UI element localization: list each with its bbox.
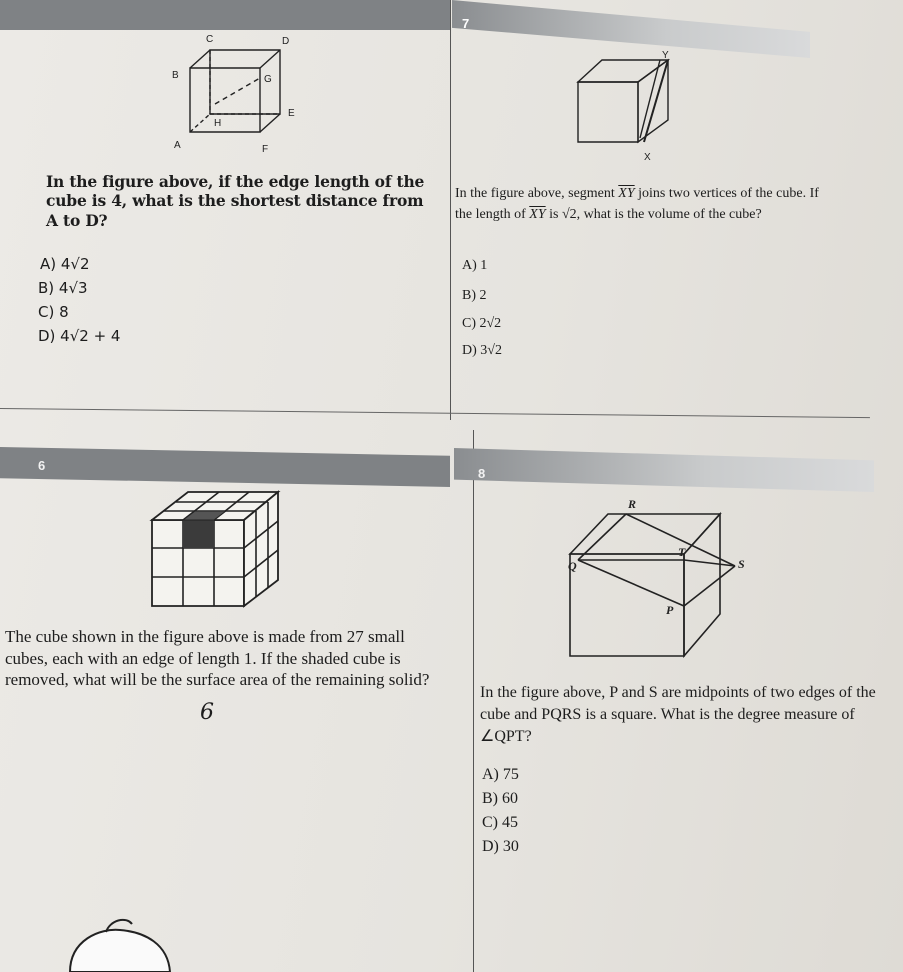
q7-cube-figure bbox=[570, 48, 690, 168]
q8-label-t: T bbox=[678, 545, 686, 559]
column-divider-top bbox=[450, 0, 451, 420]
q5-label-e: E bbox=[288, 108, 295, 119]
q6-handwritten-answer: 6 bbox=[200, 700, 214, 725]
q5-choice-c[interactable]: C) 8 bbox=[38, 303, 69, 321]
q5-question-text: In the figure above, if the edge length of the cube is 4, what is the shortest distance from A to D? bbox=[46, 172, 425, 230]
q8-number: 8 bbox=[478, 466, 486, 481]
q5-label-b: B bbox=[172, 70, 179, 81]
q7-text-part-2: joins two vertices of the cube. If the length of bbox=[455, 186, 819, 222]
q7-label-x: X bbox=[644, 152, 651, 163]
q7-choice-d[interactable]: D) 3√2 bbox=[462, 343, 502, 358]
q5-label-g: G bbox=[264, 74, 272, 85]
q7-segment-label-2: $\overline{XY}$ bbox=[529, 207, 546, 222]
q7-text-part-3: is √2, what is the volume of the cube? bbox=[545, 207, 762, 222]
q8-question-text: In the figure above, P and S are midpoints of two edges of the cube and PQRS is a square. What is the degree measure of ∠QPT? bbox=[480, 684, 876, 746]
q7-text-part-1: In the figure above, segment bbox=[455, 186, 619, 201]
q5-label-f: F bbox=[262, 144, 269, 155]
q5-label-c: C bbox=[206, 34, 214, 45]
q8-choice-c[interactable]: C) 45 bbox=[482, 814, 518, 831]
q8-choice-d[interactable]: D) 30 bbox=[482, 838, 519, 855]
q6-number: 6 bbox=[38, 458, 46, 473]
q5-cube-figure bbox=[160, 28, 310, 158]
q5-label-d: D bbox=[282, 36, 290, 47]
q5-choice-d[interactable]: D) 4√2 + 4 bbox=[38, 327, 121, 345]
q7-label-y: Y bbox=[662, 50, 669, 61]
row-divider bbox=[0, 408, 870, 418]
q6-shaded-cube bbox=[183, 520, 214, 548]
header-band-q6 bbox=[0, 447, 450, 487]
q7-segment-xy bbox=[644, 60, 668, 142]
header-band-left bbox=[0, 0, 450, 30]
q6-question-text: The cube shown in the figure above is made from 27 small cubes, each with an edge of length 1. If the shaded cube is removed, what will be the surface area of the remaining solid? bbox=[5, 627, 430, 690]
q8-label-r: R bbox=[628, 497, 637, 511]
q7-question-text bbox=[455, 183, 830, 225]
header-band-q8 bbox=[454, 448, 874, 492]
q8-cube-figure bbox=[560, 496, 780, 666]
q8-label-p: P bbox=[666, 603, 674, 617]
q5-label-a: A bbox=[174, 140, 181, 151]
sticker-doodle bbox=[60, 910, 180, 972]
q5-choice-b[interactable]: B) 4√3 bbox=[38, 279, 88, 297]
q8-label-s: S bbox=[738, 557, 745, 571]
q7-choice-a[interactable]: A) 1 bbox=[462, 258, 488, 273]
q7-choice-b[interactable]: B) 2 bbox=[462, 288, 487, 303]
column-divider-bottom bbox=[473, 430, 474, 972]
q8-choice-a[interactable]: A) 75 bbox=[482, 766, 519, 783]
q6-rubik-cube-figure bbox=[148, 488, 288, 610]
q5-choice-a[interactable]: A) 4√2 bbox=[40, 255, 90, 273]
q7-segment-label-1: $\overline{XY}$ bbox=[618, 186, 635, 201]
q8-choice-b[interactable]: B) 60 bbox=[482, 790, 518, 807]
q7-choice-c[interactable]: C) 2√2 bbox=[462, 316, 502, 331]
q7-number: 7 bbox=[462, 16, 470, 31]
q5-label-h: H bbox=[214, 118, 222, 129]
q8-label-q: Q bbox=[568, 559, 577, 573]
